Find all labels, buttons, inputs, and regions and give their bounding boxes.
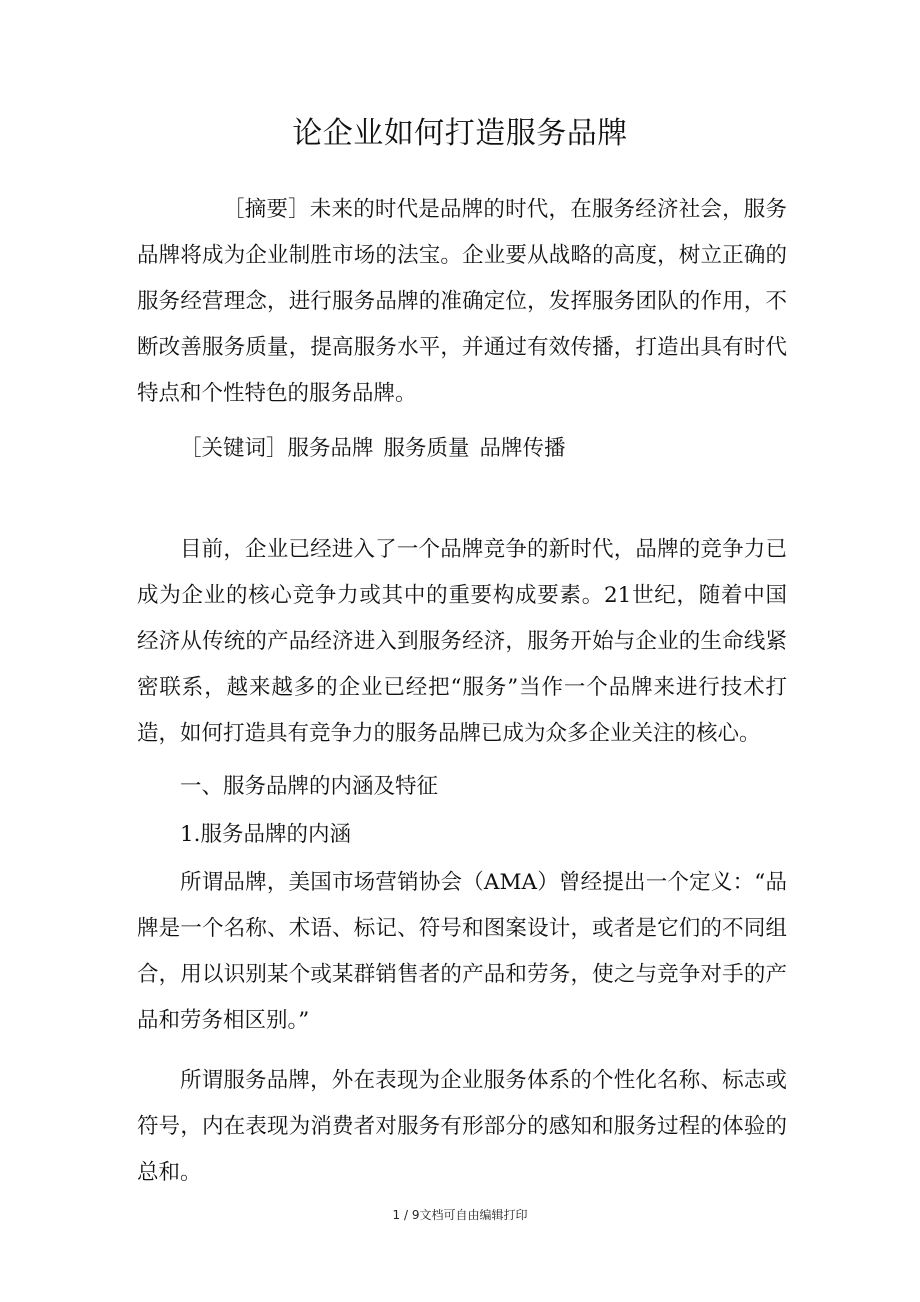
document-title: 论企业如何打造服务品牌 xyxy=(292,116,628,151)
section-heading: 一、服务品牌的内涵及特征 xyxy=(180,774,439,799)
abstract-paragraph: ［摘要］未来的时代是品牌的时代，在服务经济社会，服务品牌将成为企业制胜市场的法宝。企业要从战略的高度，树立正确的服务经营理念，进行服务品牌的准确定位，发挥服务团队的作用，不断改善服务质量，提高服务水平，并通过有效传播，打造出具有时代特点和个性特色的服务品牌。 xyxy=(137,197,787,406)
keywords-label: ［关键词］ xyxy=(180,436,288,461)
intro-paragraph: 目前，企业已经进入了一个品牌竞争的新时代，品牌的竞争力已成为企业的核心竞争力或其中的重要构成要素。21世纪，随着中国经济从传统的产品经济进入到服务经济，服务开始与企业的生命线紧密联系，越来越多的企业已经把“服务”当作一个品牌来进行技术打造，如何打造具有竞争力的服务品牌已成为众多企业关注的核心。 xyxy=(137,537,787,746)
ama-definition-paragraph: 所谓品牌，美国市场营销协会（AMA）曾经提出一个定义：“品牌是一个名称、术语、标记、符号和图案设计，或者是它们的不同组合，用以识别某个或某群销售者的产品和劳务，使之与竞争对手的产品和劳务相区别。” xyxy=(137,870,787,1033)
keyword: 品牌传播 xyxy=(479,436,566,461)
keyword: 服务质量 xyxy=(383,436,470,461)
keyword: 服务品牌 xyxy=(287,436,374,461)
subsection-heading: 1.服务品牌的内涵 xyxy=(180,822,352,847)
keywords-line xyxy=(137,426,787,472)
service-brand-paragraph: 所谓服务品牌，外在表现为企业服务体系的个性化名称、标志或符号，内在表现为消费者对服务有形部分的感知和服务过程的体验的总和。 xyxy=(137,1068,787,1185)
page-footer: 1 / 9文档可自由编辑打印 xyxy=(392,1208,528,1222)
